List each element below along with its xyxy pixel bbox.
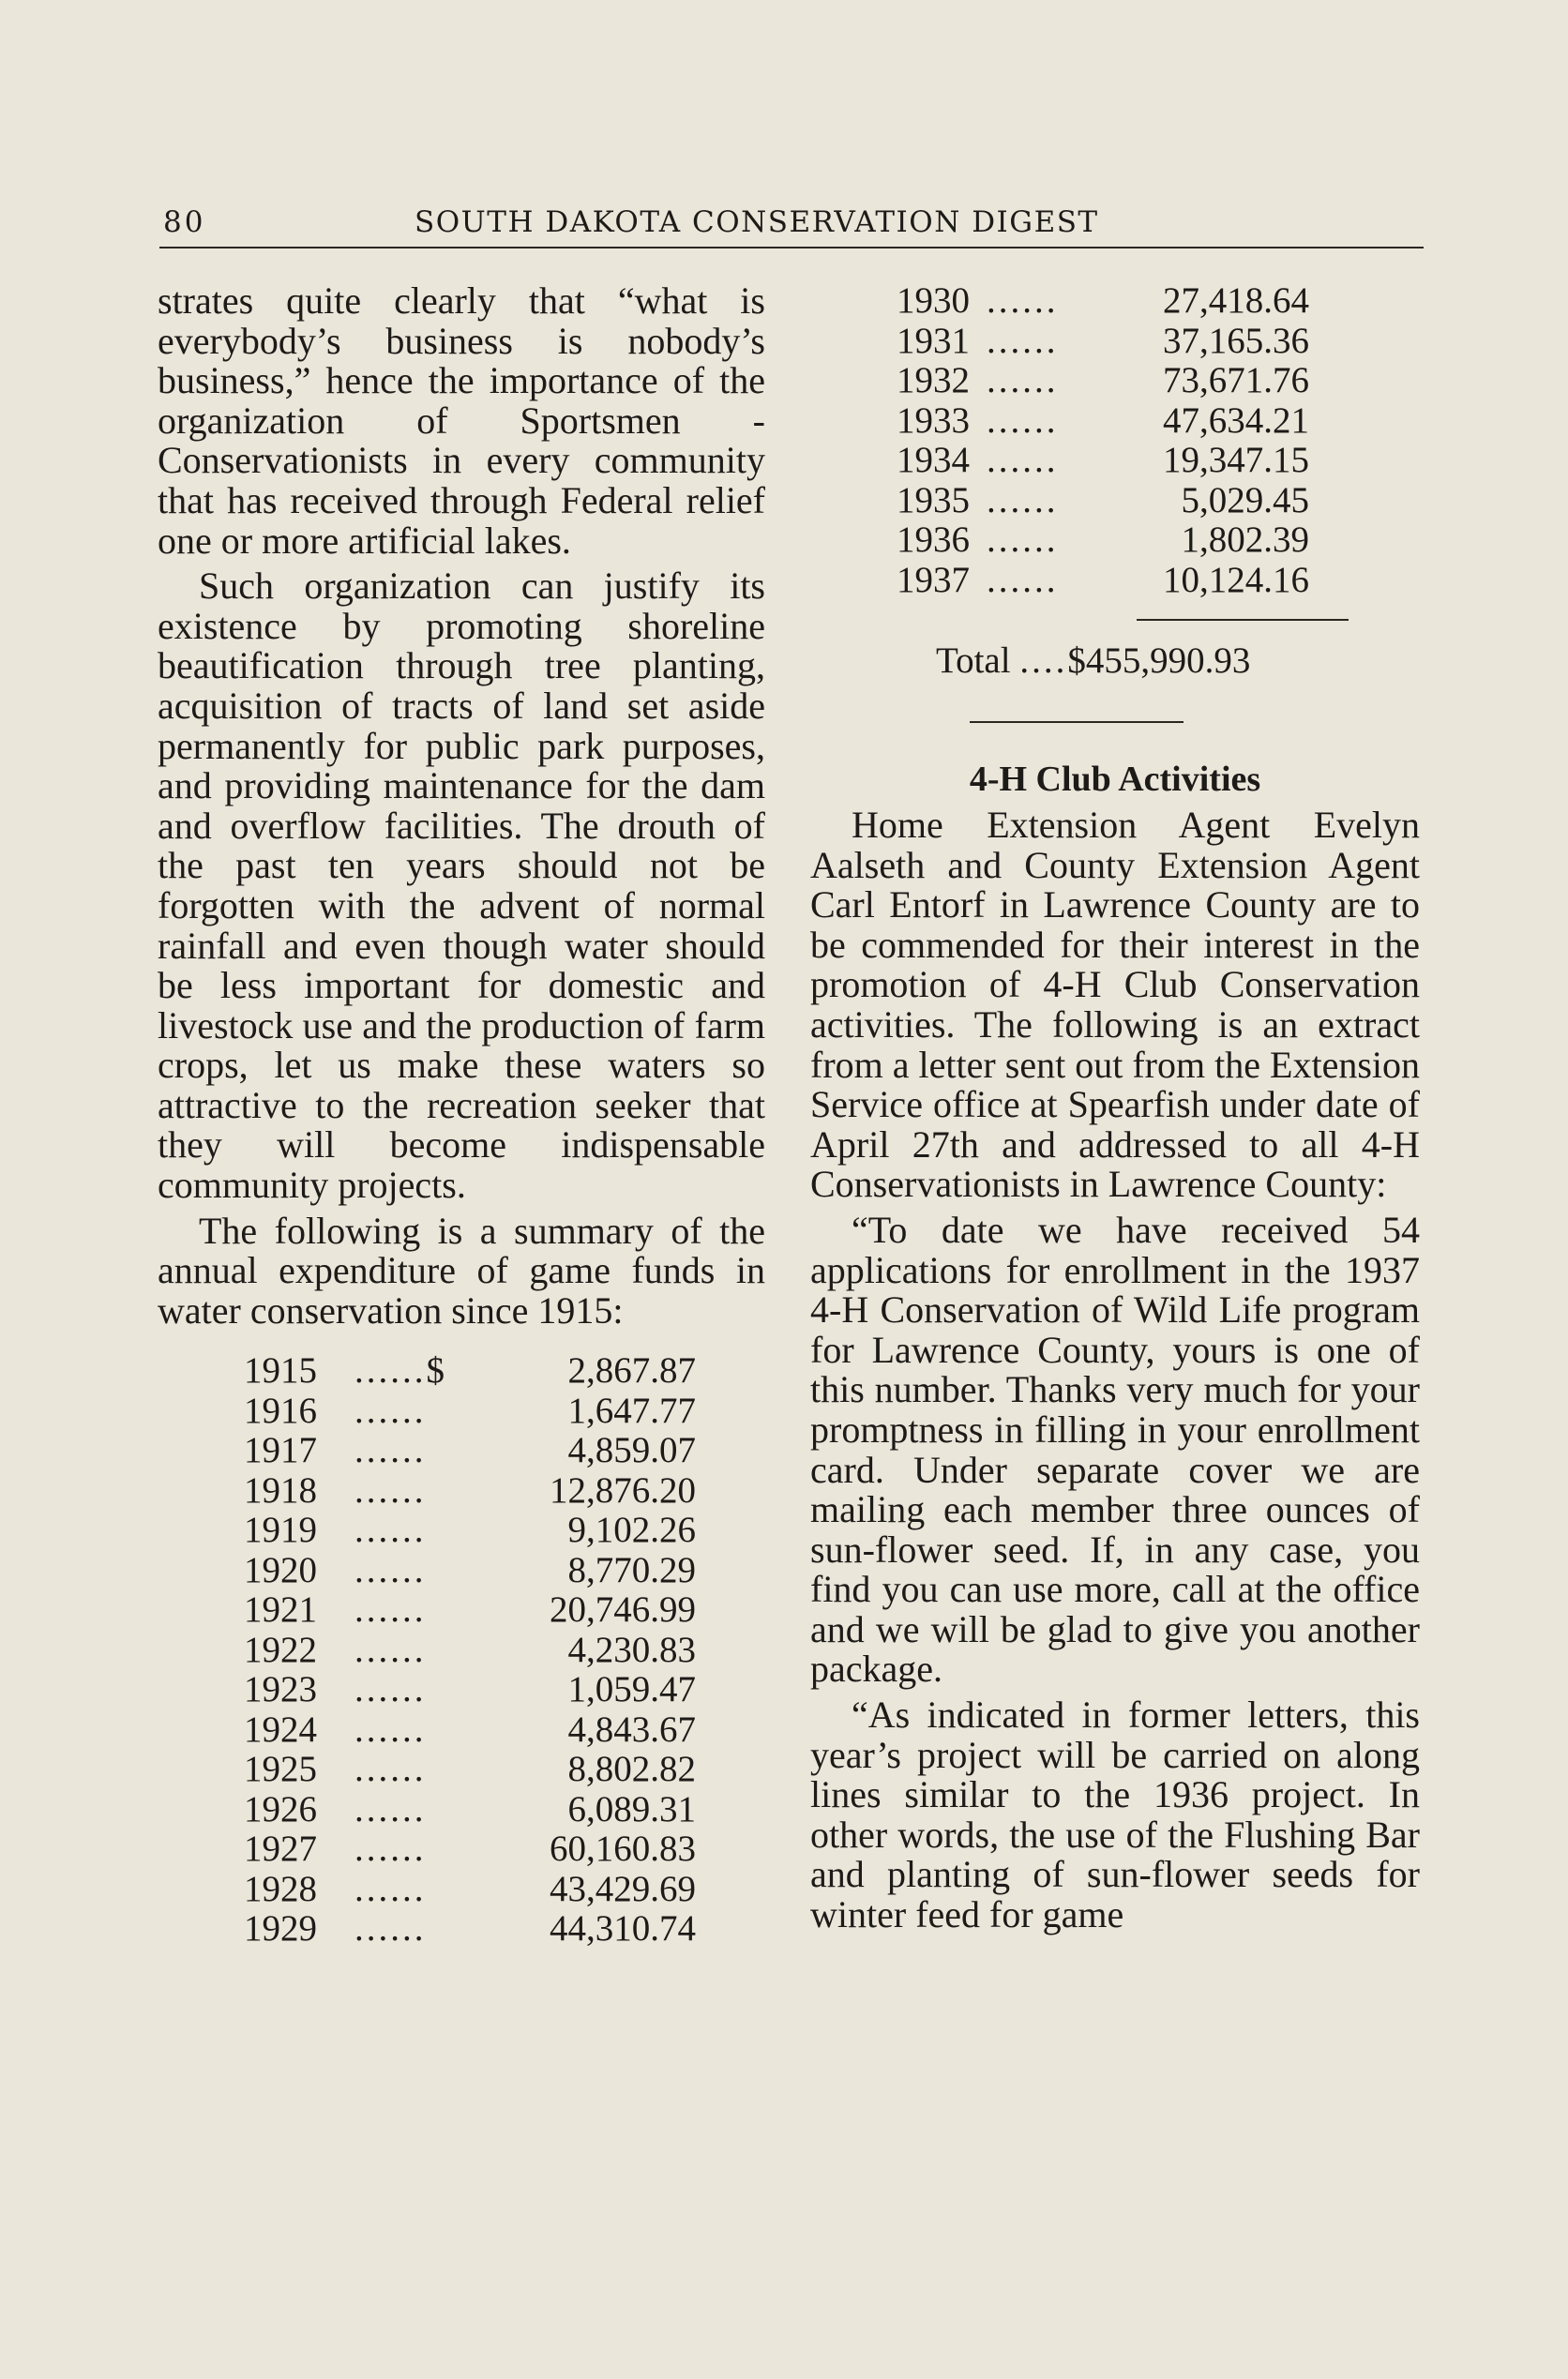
amount-cell: 20,746.99 <box>550 1589 696 1631</box>
year-cell: 1917 <box>244 1430 317 1471</box>
left-column <box>158 281 765 1950</box>
amount-cell: 8,802.82 <box>567 1749 696 1790</box>
table-row <box>158 1909 765 1950</box>
dot-leader: ...... <box>354 1868 427 1909</box>
year-cell: 1933 <box>897 399 970 441</box>
running-header <box>159 202 1424 248</box>
dot-leader: ...... <box>354 1788 427 1829</box>
expenditure-table-1930-1937 <box>810 281 1420 600</box>
dot-leader: ...... <box>987 280 1059 321</box>
amount-cell: 60,160.83 <box>550 1829 696 1870</box>
amount-cell: 27,418.64 <box>1163 280 1309 321</box>
table-row <box>158 1351 765 1392</box>
table-row <box>810 401 1420 442</box>
year-cell: 1936 <box>897 519 970 560</box>
table-row <box>810 520 1420 561</box>
journal-title: SOUTH DAKOTA CONSERVATION DIGEST <box>415 205 1099 239</box>
table-row <box>158 1790 765 1830</box>
year-cell: 1922 <box>244 1629 317 1670</box>
dot-leader: ...... <box>354 1709 427 1750</box>
table-row <box>158 1750 765 1790</box>
paragraph-letter-1: “To date we have received 54 applications for enrollment in the 1937 4-H Conservation of Wild Life program for Lawrence County, yours is one of this number. Thanks very much for your promptness in filling in your enrollment card. Under separate cover we are mailing each member three ounces of sun-flower seed. If, in any case, you find you can use more, call at the office and we will be glad to give you another package. <box>810 1208 1420 1691</box>
year-cell: 1926 <box>244 1788 317 1829</box>
dot-leader: ...... <box>987 399 1059 441</box>
total-amount: $455,990.93 <box>1067 640 1251 681</box>
table-row <box>158 1631 765 1671</box>
year-cell: 1924 <box>244 1709 317 1750</box>
dot-leader: ...... <box>354 1908 427 1950</box>
dot-leader: ...... <box>354 1469 427 1511</box>
table-row <box>810 322 1420 362</box>
year-cell: 1923 <box>244 1669 317 1710</box>
dot-leader: ...... <box>987 440 1059 480</box>
paragraph-4h-intro: Home Extension Agent Evelyn Aalseth and County Extension Agent Carl Entorf in Lawrence County are to be commended for their interest in the promotion of 4-H Club Conservation activities. The following is an extract from a letter sent out from the Extension Service office at Spearfish under date of April 27th and addressed to all 4-H Conservationists in Lawrence County: <box>810 804 1420 1206</box>
table-row <box>158 1710 765 1751</box>
right-column <box>810 281 1420 1935</box>
dot-leader: ...... <box>987 320 1059 361</box>
dot-leader: ...... <box>987 519 1059 560</box>
table-row <box>158 1471 765 1512</box>
amount-cell: 4,859.07 <box>567 1430 696 1471</box>
paragraph-summary-intro: The following is a summary of the annual expenditure of game funds in water conservation since 1915: <box>158 1209 765 1332</box>
year-cell: 1935 <box>897 479 970 520</box>
amount-cell: 1,059.47 <box>567 1669 696 1710</box>
dot-leader: ...... <box>354 1549 427 1590</box>
paragraph-continuation: strates quite clearly that “what is everybody’s business is nobody’s business,” hence the importance of the organization of Sportsmen - Conservationists in every community that has received through Federal relief one or more artificial lakes. <box>158 279 765 562</box>
amount-cell: 5,029.45 <box>1181 479 1309 520</box>
amount-cell: 4,230.83 <box>567 1629 696 1670</box>
dot-leader: ......$ <box>354 1350 447 1392</box>
table-row <box>158 1590 765 1631</box>
total-row <box>810 640 1420 682</box>
year-cell: 1919 <box>244 1510 317 1551</box>
dot-leader: ...... <box>354 1430 427 1471</box>
table-row <box>810 481 1420 521</box>
year-cell: 1915 <box>244 1350 317 1392</box>
year-cell: 1928 <box>244 1868 317 1909</box>
amount-cell: 6,089.31 <box>567 1788 696 1829</box>
dot-leader: ...... <box>987 479 1059 520</box>
page-number: 80 <box>163 205 206 239</box>
paragraph-organization: Such organization can justify its existence by promoting shoreline beautification through tree planting, acquisition of tracts of land set aside permanently for public park purposes, and providing maintenance for the dam and overflow facilities. The drouth of the past ten years should not be forgotten with the advent of normal rainfall and even though water should be less important for domestic and livestock use and the production of farm crops, let us make these waters so attractive to the recreation seeker that they will become indispensable community projects. <box>158 565 765 1207</box>
dot-leader: ...... <box>987 559 1059 600</box>
year-cell: 1929 <box>244 1908 317 1950</box>
section-heading: 4-H Club Activities <box>969 760 1261 799</box>
amount-cell: 47,634.21 <box>1163 399 1309 441</box>
sum-rule <box>1137 619 1349 621</box>
amount-cell: 8,770.29 <box>567 1549 696 1590</box>
year-cell: 1937 <box>897 559 970 600</box>
year-cell: 1931 <box>897 320 970 361</box>
year-cell: 1916 <box>244 1390 317 1431</box>
amount-cell: 19,347.15 <box>1163 440 1309 480</box>
amount-cell: 2,867.87 <box>567 1350 696 1392</box>
amount-cell: 37,165.36 <box>1163 320 1309 361</box>
table-row <box>158 1431 765 1471</box>
paragraph-letter-2: “As indicated in former letters, this year’s project will be carried on along lines similar to the 1936 project. In other words, the use of the Flushing Bar and planting of sun-flower seeds for winter feed for game <box>810 1694 1420 1936</box>
dot-leader: .... <box>1019 640 1068 681</box>
table-row <box>810 281 1420 322</box>
amount-cell: 1,802.39 <box>1181 519 1309 560</box>
amount-cell: 43,429.69 <box>550 1868 696 1909</box>
year-cell: 1934 <box>897 440 970 480</box>
expenditure-table-1915-1929 <box>158 1351 765 1950</box>
amount-cell: 44,310.74 <box>550 1908 696 1950</box>
amount-cell: 12,876.20 <box>550 1469 696 1511</box>
amount-cell: 4,843.67 <box>567 1709 696 1750</box>
year-cell: 1930 <box>897 280 970 321</box>
table-row <box>810 441 1420 481</box>
total-label: Total <box>936 640 1011 681</box>
amount-cell: 10,124.16 <box>1163 559 1309 600</box>
dot-leader: ...... <box>354 1629 427 1670</box>
table-row <box>158 1392 765 1432</box>
dot-leader: ...... <box>354 1510 427 1551</box>
year-cell: 1927 <box>244 1829 317 1870</box>
table-row <box>810 561 1420 601</box>
table-row <box>158 1870 765 1910</box>
table-row <box>158 1829 765 1870</box>
dot-leader: ...... <box>354 1749 427 1790</box>
year-cell: 1918 <box>244 1469 317 1511</box>
table-row <box>158 1670 765 1710</box>
dot-leader: ...... <box>354 1829 427 1870</box>
amount-cell: 9,102.26 <box>567 1510 696 1551</box>
amount-cell: 1,647.77 <box>567 1390 696 1431</box>
dot-leader: ...... <box>354 1589 427 1631</box>
year-cell: 1920 <box>244 1549 317 1590</box>
amount-cell: 73,671.76 <box>1163 360 1309 400</box>
table-row <box>810 361 1420 401</box>
table-row <box>158 1551 765 1591</box>
table-row <box>158 1511 765 1551</box>
section-divider <box>970 721 1184 723</box>
dot-leader: ...... <box>354 1390 427 1431</box>
dot-leader: ...... <box>354 1669 427 1710</box>
year-cell: 1921 <box>244 1589 317 1631</box>
year-cell: 1925 <box>244 1749 317 1790</box>
year-cell: 1932 <box>897 360 970 400</box>
dot-leader: ...... <box>987 360 1059 400</box>
